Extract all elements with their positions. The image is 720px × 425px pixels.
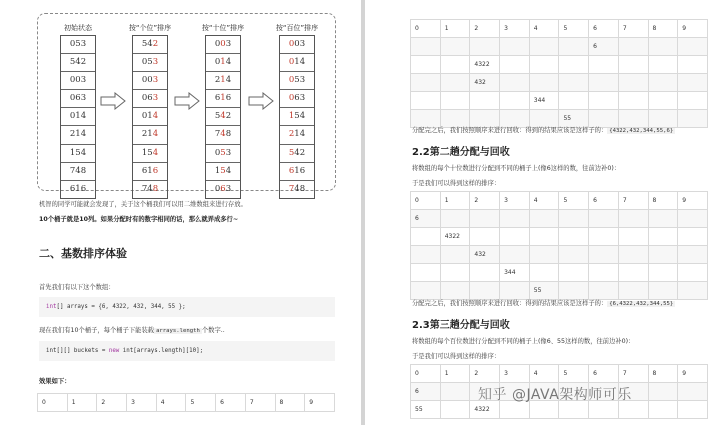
- number-cell: 616: [206, 90, 240, 108]
- table-cell: [618, 228, 648, 246]
- section-heading: 2.3第三趟分配与回收: [412, 320, 510, 331]
- code-text: int[][] buckets =: [46, 348, 109, 354]
- table-header-cell: 8: [648, 192, 678, 210]
- table-cell: 4322: [440, 228, 470, 246]
- code-text: [] arrays = {6, 4322, 432, 344, 55 };: [56, 304, 186, 310]
- number-cell: 214: [280, 126, 314, 144]
- watermark-text: @JAVA架构师可乐: [511, 387, 632, 403]
- table-header-cell: 2: [470, 192, 500, 210]
- inline-code: arrays.length: [156, 328, 200, 334]
- number-cell: 053: [206, 145, 240, 163]
- inline-code: {4322,432,344,55,6}: [609, 128, 674, 134]
- table-row: [411, 56, 708, 74]
- table-row: [411, 228, 708, 246]
- table-header-cell: 4: [156, 394, 186, 412]
- table-cell: [411, 92, 441, 110]
- table-header-cell: 9: [678, 192, 708, 210]
- table-cell: [618, 74, 648, 92]
- table-header-cell: 9: [678, 20, 708, 38]
- table-cell: [500, 210, 530, 228]
- paragraph: 机智的同学可能就会发现了，关于这个桶我们可以用二维数组来进行存放。: [39, 201, 247, 208]
- table-cell: [618, 282, 648, 300]
- number-cell: 748: [206, 126, 240, 144]
- number-cell: 003: [206, 36, 240, 54]
- table-header-cell: 3: [500, 20, 530, 38]
- paragraph-bold: 10个桶子就是10列。如果分配时有的数字相同的话，那么就弄成多行~: [39, 216, 239, 223]
- number-cell: 063: [280, 90, 314, 108]
- table-row: [411, 38, 708, 56]
- number-cell: 542: [61, 54, 95, 72]
- table-cell: [589, 56, 619, 74]
- inline-code: {6,4322,432,344,55}: [609, 301, 674, 307]
- table-cell: [559, 246, 589, 264]
- table-cell: [500, 74, 530, 92]
- number-cell: 053: [280, 72, 314, 90]
- table-header-cell: 2: [470, 365, 500, 383]
- paragraph: 首先我们有以下这个数组：: [39, 284, 115, 291]
- table-cell: [470, 38, 500, 56]
- number-cell: 014: [206, 54, 240, 72]
- table-cell: [648, 210, 678, 228]
- paragraph: [412, 125, 675, 134]
- table-header-cell: 1: [440, 20, 470, 38]
- table-header-cell: 0: [38, 394, 68, 412]
- table-cell: 344: [529, 92, 559, 110]
- right-arrow-icon: [248, 92, 274, 110]
- table-cell: [470, 264, 500, 282]
- right-arrow-icon: [100, 92, 126, 110]
- table-header-cell: 1: [440, 365, 470, 383]
- table-cell: [559, 92, 589, 110]
- number-cell: 154: [280, 108, 314, 126]
- figure-column-title: 初始状态: [64, 24, 92, 32]
- paragraph-text: 分配完之后，我们按照顺序来进行回收：得到的结果应该是这样子的：: [412, 300, 608, 307]
- table-cell: [648, 74, 678, 92]
- table-header-cell: 8: [648, 365, 678, 383]
- table-cell: [559, 38, 589, 56]
- table-cell: [559, 264, 589, 282]
- table-cell: [648, 92, 678, 110]
- code-keyword: new: [108, 348, 120, 354]
- table-cell: [589, 264, 619, 282]
- table-header-row: [411, 192, 708, 210]
- table-cell: [440, 246, 470, 264]
- table-header-cell: 3: [500, 365, 530, 383]
- table-cell: [411, 74, 441, 92]
- number-cell: 748: [141, 183, 159, 194]
- number-cell: 063: [61, 90, 95, 108]
- table-row: [411, 246, 708, 264]
- table-cell: [529, 56, 559, 74]
- table-header-cell: 1: [440, 192, 470, 210]
- figure-column-title: 按“十位”排序: [201, 24, 245, 32]
- number-cell: 154: [206, 163, 240, 181]
- table-header-cell: 7: [245, 394, 275, 412]
- table-header-cell: 4: [529, 20, 559, 38]
- table-cell: 4322: [470, 56, 500, 74]
- table-cell: 55: [529, 282, 559, 300]
- number-cell: 748: [288, 183, 306, 194]
- table-header-cell: 2: [470, 20, 500, 38]
- table-cell: [559, 210, 589, 228]
- table-header-cell: 9: [678, 365, 708, 383]
- number-cell: 616: [69, 183, 87, 194]
- table-cell: [500, 228, 530, 246]
- table-cell: [529, 264, 559, 282]
- table-header-cell: 7: [618, 20, 648, 38]
- table-cell: [440, 210, 470, 228]
- table-cell: 432: [470, 74, 500, 92]
- paragraph: [412, 298, 675, 307]
- table-cell: [618, 264, 648, 282]
- table-header-cell: 3: [127, 394, 157, 412]
- table-cell: [440, 92, 470, 110]
- paragraph: 于是我们可以得到这样的排序：: [412, 180, 501, 187]
- number-cell: 616: [133, 163, 167, 181]
- table-cell: [678, 264, 708, 282]
- table-cell: [678, 38, 708, 56]
- table-cell: [648, 264, 678, 282]
- table-cell: 344: [500, 264, 530, 282]
- number-cell: 003: [61, 72, 95, 90]
- paragraph: [39, 325, 225, 334]
- table-header-cell: 0: [411, 365, 441, 383]
- figure-column-hundreds: [267, 21, 327, 199]
- table-cell: 6: [411, 210, 441, 228]
- number-cell: 748: [61, 163, 95, 181]
- table-header-cell: 4: [529, 365, 559, 383]
- paragraph: 将数组的每个百位数进行分配到不同的桶子上(像6、55这样的数，往前边补0)：: [412, 338, 635, 345]
- table-cell: [529, 246, 559, 264]
- figure-column-ones: [120, 21, 180, 199]
- number-cell: 154: [133, 145, 167, 163]
- table-cell: [440, 401, 470, 419]
- table-cell: [589, 228, 619, 246]
- table-cell: [500, 38, 530, 56]
- table-cell: 4322: [470, 401, 500, 419]
- table-header-cell: 6: [216, 394, 246, 412]
- table-header-row: [38, 394, 335, 412]
- table-cell: [559, 228, 589, 246]
- table-cell: [411, 56, 441, 74]
- table-row: [411, 74, 708, 92]
- number-cell: 154: [61, 145, 95, 163]
- table-header-cell: 4: [529, 192, 559, 210]
- table-cell: [440, 383, 470, 401]
- table-cell: 6: [411, 383, 441, 401]
- number-cell: 053: [61, 36, 95, 54]
- paragraph-text: 现在我们有10个桶子，每个桶子下能装载: [39, 327, 155, 334]
- code-text: int[arrays.length][10];: [119, 348, 204, 354]
- table-cell: [411, 246, 441, 264]
- table-cell: [618, 246, 648, 264]
- table-cell: [589, 246, 619, 264]
- table-cell: [618, 210, 648, 228]
- table-cell: [648, 383, 678, 401]
- table-header-cell: 5: [559, 365, 589, 383]
- table-cell: [678, 228, 708, 246]
- table-cell: [678, 383, 708, 401]
- table-cell: [678, 401, 708, 419]
- bucket-table-pass2: [410, 191, 708, 300]
- table-cell: 55: [559, 110, 589, 128]
- bucket-table: [37, 393, 335, 412]
- table-cell: 55: [411, 401, 441, 419]
- table-cell: [440, 74, 470, 92]
- number-cell: 214: [133, 126, 167, 144]
- number-cell: 003: [280, 36, 314, 54]
- table-cell: [500, 56, 530, 74]
- watermark-logo-text: 知乎: [478, 387, 507, 403]
- paragraph: 将数组的每个十位数进行分配到不同的桶子上(像6这样的数，往前边补0)：: [412, 165, 621, 172]
- number-cell: 063: [133, 90, 167, 108]
- radix-sort-figure: [37, 13, 336, 194]
- paragraph-bold: 效果如下：: [39, 378, 71, 385]
- table-cell: [678, 56, 708, 74]
- number-cell: 542: [206, 108, 240, 126]
- table-row: [411, 210, 708, 228]
- number-cell: 003: [133, 72, 167, 90]
- table-cell: [529, 38, 559, 56]
- table-cell: [440, 38, 470, 56]
- figure-column-title: 按“个位”排序: [128, 24, 172, 32]
- table-cell: [559, 282, 589, 300]
- table-cell: [618, 92, 648, 110]
- table-cell: [529, 210, 559, 228]
- table-header-cell: 6: [589, 365, 619, 383]
- table-row: [411, 264, 708, 282]
- code-block: [39, 341, 335, 361]
- table-cell: [618, 38, 648, 56]
- table-cell: [529, 74, 559, 92]
- table-cell: [470, 210, 500, 228]
- table-cell: [440, 56, 470, 74]
- table-cell: [589, 92, 619, 110]
- number-cell: 214: [206, 72, 240, 90]
- right-arrow-icon: [174, 92, 200, 110]
- table-cell: [678, 246, 708, 264]
- number-cell: 542: [280, 145, 314, 163]
- table-cell: [648, 246, 678, 264]
- table-header-cell: 6: [589, 20, 619, 38]
- table-cell: [648, 282, 678, 300]
- table-header-cell: 9: [305, 394, 335, 412]
- table-header-row: [411, 365, 708, 383]
- table-cell: [411, 228, 441, 246]
- table-cell: [648, 401, 678, 419]
- number-cell: 063: [214, 183, 232, 194]
- table-cell: [618, 56, 648, 74]
- table-header-cell: 8: [275, 394, 305, 412]
- table-cell: [559, 56, 589, 74]
- table-header-row: [411, 20, 708, 38]
- table-cell: [470, 228, 500, 246]
- figure-column-title: 按“百位”排序: [275, 24, 319, 32]
- table-cell: [678, 210, 708, 228]
- table-cell: [589, 74, 619, 92]
- table-header-cell: 7: [618, 365, 648, 383]
- number-cell: 014: [133, 108, 167, 126]
- number-cell: 542: [133, 36, 167, 54]
- table-cell: [559, 74, 589, 92]
- watermark: [478, 384, 632, 404]
- table-header-cell: 0: [411, 192, 441, 210]
- table-cell: 6: [589, 38, 619, 56]
- table-header-cell: 7: [618, 192, 648, 210]
- right-page: [365, 0, 720, 425]
- bucket-table-pass1: [410, 19, 708, 128]
- table-cell: [411, 264, 441, 282]
- table-cell: [678, 282, 708, 300]
- number-stack: [60, 35, 96, 199]
- figure-column-initial: [48, 21, 108, 199]
- table-header-cell: 3: [500, 192, 530, 210]
- table-header-cell: 1: [67, 394, 97, 412]
- number-stack: [279, 35, 315, 199]
- table-header-cell: 0: [411, 20, 441, 38]
- table-cell: [440, 282, 470, 300]
- number-cell: 053: [133, 54, 167, 72]
- table-header-cell: 8: [648, 20, 678, 38]
- paragraph-text: 分配完之后，我们按照顺序来进行回收：得到的结果应该是这样子的：: [412, 127, 608, 134]
- number-cell: 214: [61, 126, 95, 144]
- table-row: [411, 92, 708, 110]
- table-cell: [411, 282, 441, 300]
- table-cell: [678, 74, 708, 92]
- table-cell: [470, 282, 500, 300]
- table-cell: [589, 210, 619, 228]
- number-cell: 014: [280, 54, 314, 72]
- figure-column-tens: [193, 21, 253, 199]
- code-block: [39, 297, 335, 317]
- number-stack: [205, 35, 241, 199]
- table-cell: [440, 264, 470, 282]
- table-cell: [500, 246, 530, 264]
- table-cell: [648, 56, 678, 74]
- table-cell: [648, 38, 678, 56]
- table-cell: [500, 282, 530, 300]
- table-cell: [529, 228, 559, 246]
- table-header-cell: 2: [97, 394, 127, 412]
- table-header-cell: 5: [559, 20, 589, 38]
- table-cell: [678, 92, 708, 110]
- table-row: [411, 282, 708, 300]
- table-header-cell: 5: [559, 192, 589, 210]
- table-cell: [678, 110, 708, 128]
- section-heading: 二、基数排序体验: [39, 247, 127, 260]
- table-cell: [411, 38, 441, 56]
- number-cell: 616: [280, 163, 314, 181]
- paragraph: 于是我们可以得到这样的排序：: [412, 353, 501, 360]
- section-heading: 2.2第二趟分配与回收: [412, 147, 510, 158]
- table-header-cell: 5: [186, 394, 216, 412]
- table-cell: [470, 92, 500, 110]
- number-stack: [132, 35, 168, 199]
- table-cell: [589, 282, 619, 300]
- table-cell: 432: [470, 246, 500, 264]
- number-cell: 014: [61, 108, 95, 126]
- table-cell: [500, 92, 530, 110]
- table-cell: [648, 228, 678, 246]
- table-header-cell: 6: [589, 192, 619, 210]
- code-keyword: int: [46, 304, 57, 310]
- paragraph-text: 个数字..: [201, 327, 225, 334]
